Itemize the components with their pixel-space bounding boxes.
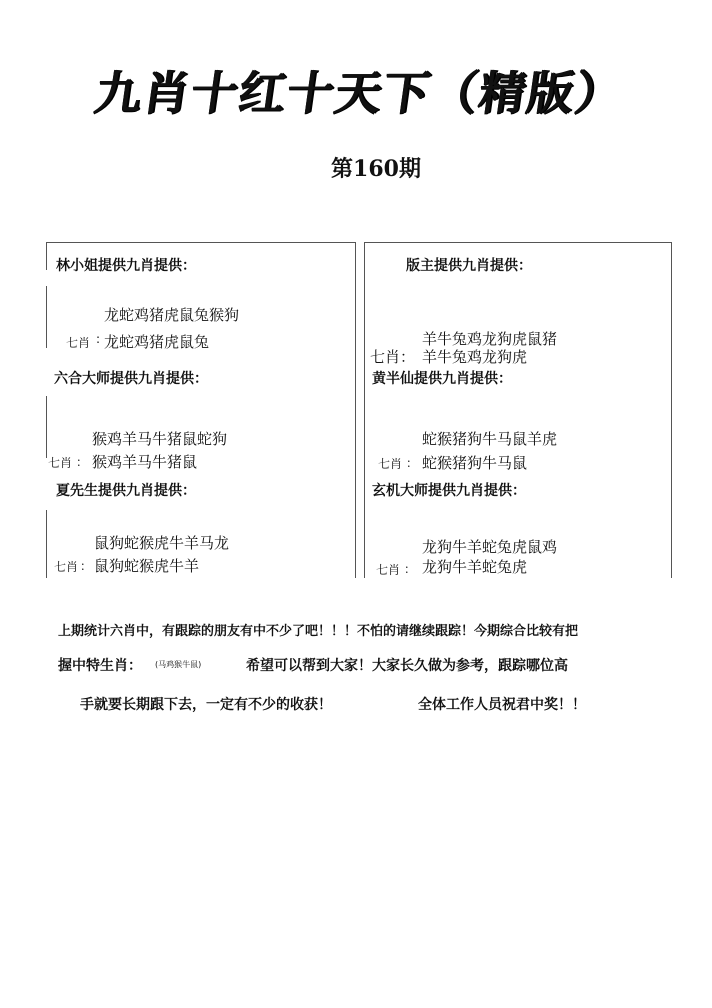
nine-zodiac-list: 龙狗牛羊蛇兔虎鼠鸡 xyxy=(422,538,558,556)
seven-zodiac-label: 七肖 xyxy=(66,336,91,350)
seven-zodiac-list: 龙蛇鸡猪虎鼠兔 xyxy=(104,333,210,351)
divider xyxy=(671,242,672,578)
seven-zodiac-separator: ： xyxy=(80,559,93,573)
provider-label: 林小姐提供九肖提供： xyxy=(56,258,196,274)
notice-line: 全体工作人员祝君中奖！！ xyxy=(418,697,586,713)
seven-zodiac-list: 羊牛兔鸡龙狗虎 xyxy=(422,348,528,366)
divider xyxy=(46,396,47,458)
divider xyxy=(46,286,47,348)
seven-zodiac-label: 七肖 xyxy=(378,457,403,471)
provider-label: 玄机大师提供九肖提供： xyxy=(372,483,526,499)
divider xyxy=(364,242,672,243)
seven-zodiac-label: 七肖 xyxy=(48,456,73,470)
seven-zodiac-label: 七肖 xyxy=(376,563,401,577)
divider xyxy=(46,510,47,578)
notice-line: 手就要长期跟下去，一定有不少的收获！ xyxy=(80,697,332,713)
notice-line: 希望可以帮到大家！大家长久做为参考，跟踪哪位高 xyxy=(246,658,568,674)
provider-label: 六合大师提供九肖提供： xyxy=(54,371,208,387)
seven-zodiac-label: 七肖 xyxy=(370,348,401,366)
seven-zodiac-separator: : xyxy=(96,332,101,346)
nine-zodiac-list: 羊牛兔鸡龙狗虎鼠猪 xyxy=(422,330,558,348)
seven-zodiac-list: 龙狗牛羊蛇兔虎 xyxy=(422,558,528,576)
nine-zodiac-list: 龙蛇鸡猪虎鼠兔猴狗 xyxy=(104,306,240,324)
nine-zodiac-list: 猴鸡羊马牛猪鼠蛇狗 xyxy=(92,430,228,448)
provider-label: 版主提供九肖提供： xyxy=(406,258,532,274)
issue-number: 第160期 xyxy=(331,156,421,182)
notice-line: 上期统计六肖中，有跟踪的朋友有中不少了吧！！！不怕的请继续跟踪！今期综合比较有把 xyxy=(58,624,579,639)
seven-zodiac-list: 猴鸡羊马牛猪鼠 xyxy=(92,453,198,471)
seven-zodiac-separator: ： xyxy=(76,455,89,469)
seven-zodiac-label: 七肖 xyxy=(54,560,79,574)
seven-zodiac-separator: ： xyxy=(406,456,419,470)
divider xyxy=(355,242,356,578)
page-title: 九肖十红十天下（精版） xyxy=(91,66,627,120)
divider xyxy=(46,242,356,243)
notice-line: 握中特生肖： xyxy=(58,658,142,674)
provider-label: 夏先生提供九肖提供： xyxy=(56,483,196,499)
provider-label: 黄半仙提供九肖提供： xyxy=(372,371,512,387)
nine-zodiac-list: 蛇猴猪狗牛马鼠羊虎 xyxy=(422,430,558,448)
nine-zodiac-list: 鼠狗蛇猴虎牛羊马龙 xyxy=(94,534,230,552)
seven-zodiac-list: 鼠狗蛇猴虎牛羊 xyxy=(94,557,200,575)
divider xyxy=(364,242,365,578)
seven-zodiac-separator: ： xyxy=(400,348,416,366)
notice-note: (马鸡猴牛鼠) xyxy=(155,660,202,669)
seven-zodiac-separator: ： xyxy=(404,562,417,576)
divider xyxy=(46,242,47,270)
seven-zodiac-list: 蛇猴猪狗牛马鼠 xyxy=(422,454,528,472)
